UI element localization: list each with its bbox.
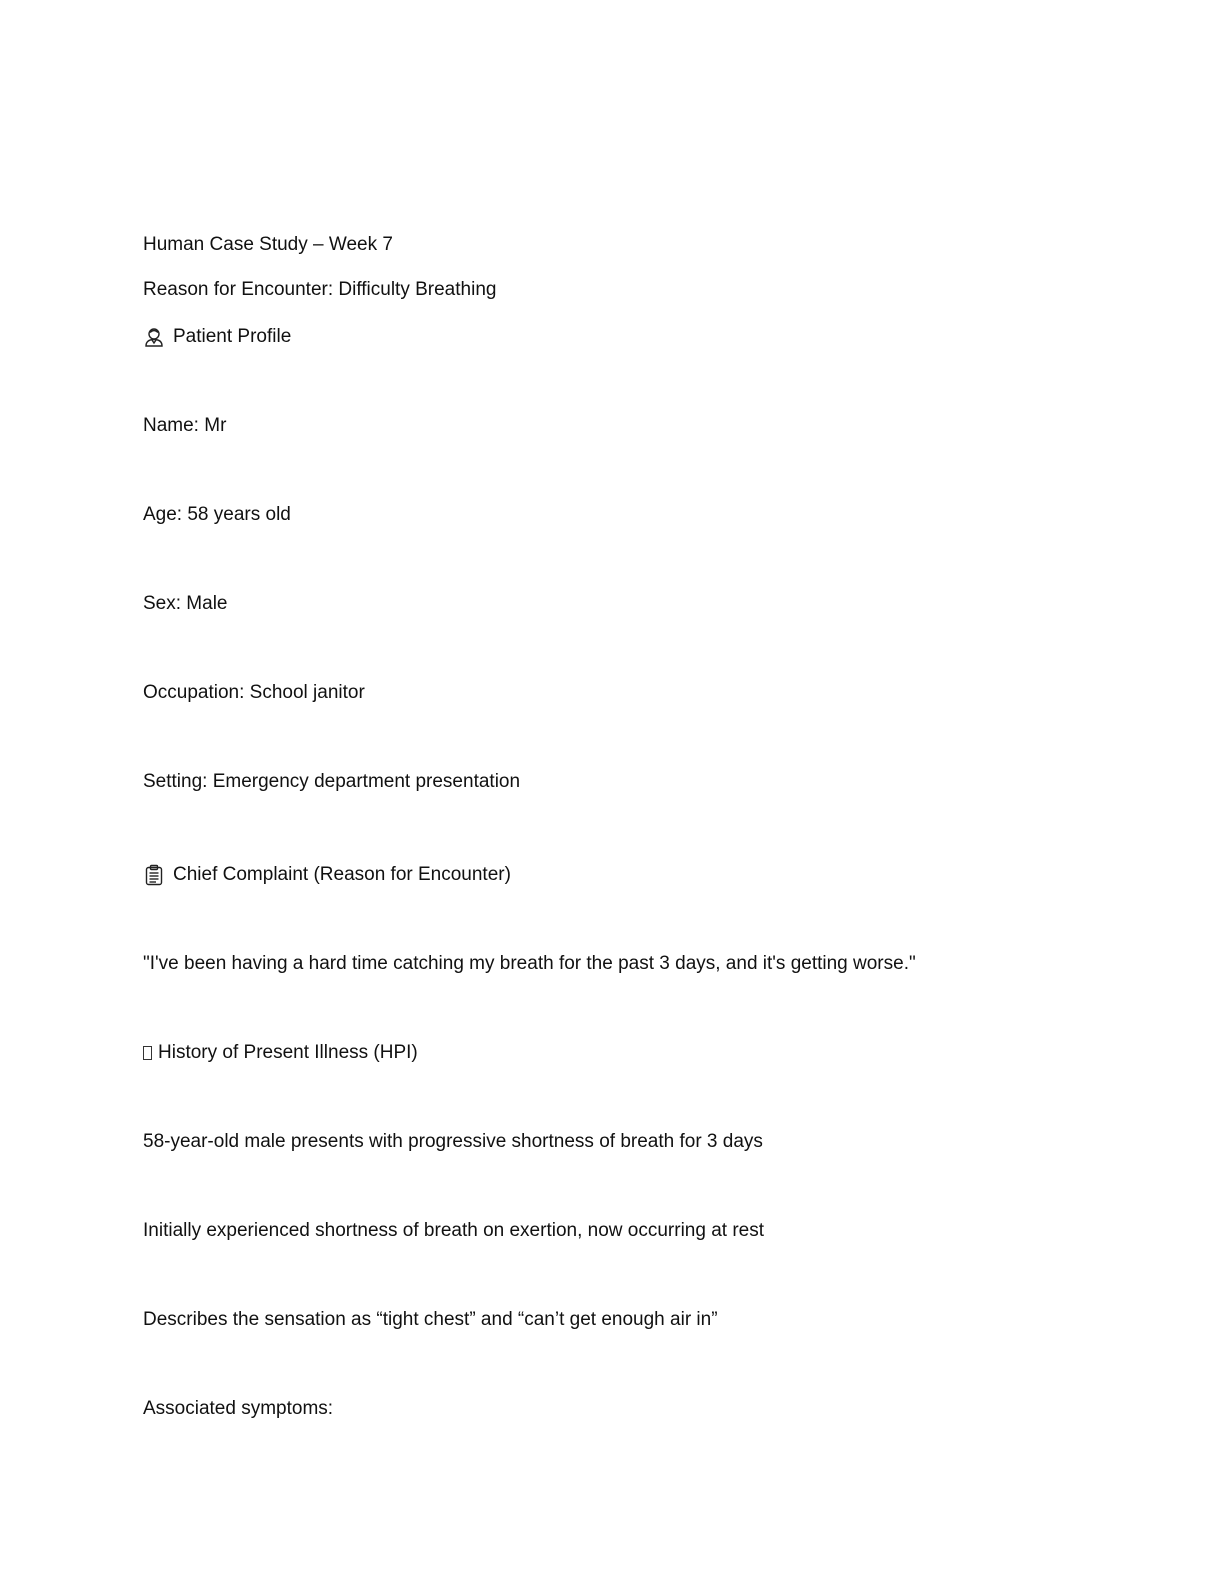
hpi-item: Initially experienced shortness of breath on exertion, now occurring at rest xyxy=(143,1220,764,1241)
document-title: Human Case Study – Week 7 xyxy=(143,234,393,255)
field-occupation: Occupation: School janitor xyxy=(143,682,365,703)
chief-complaint-quote: "I've been having a hard time catching my breath for the past 3 days, and it's getting worse." xyxy=(143,953,916,974)
person-icon xyxy=(143,326,165,348)
field-name: Name: Mr xyxy=(143,415,227,436)
hpi-heading: History of Present Illness (HPI) xyxy=(143,1041,418,1065)
reason-for-encounter: Reason for Encounter: Difficulty Breathing xyxy=(143,279,497,300)
field-sex: Sex: Male xyxy=(143,593,228,614)
field-age: Age: 58 years old xyxy=(143,504,291,525)
clipboard-icon xyxy=(143,864,165,886)
hpi-item: Associated symptoms: xyxy=(143,1398,334,1419)
hpi-item: 58-year-old male presents with progressive shortness of breath for 3 days xyxy=(143,1131,763,1152)
patient-profile-heading: Patient Profile xyxy=(143,325,291,349)
hpi-item: Describes the sensation as “tight chest” and “can’t get enough air in” xyxy=(143,1309,718,1330)
chief-complaint-heading: Chief Complaint (Reason for Encounter) xyxy=(143,863,511,887)
missing-glyph-icon xyxy=(143,1046,152,1060)
field-setting: Setting: Emergency department presentation xyxy=(143,771,521,792)
